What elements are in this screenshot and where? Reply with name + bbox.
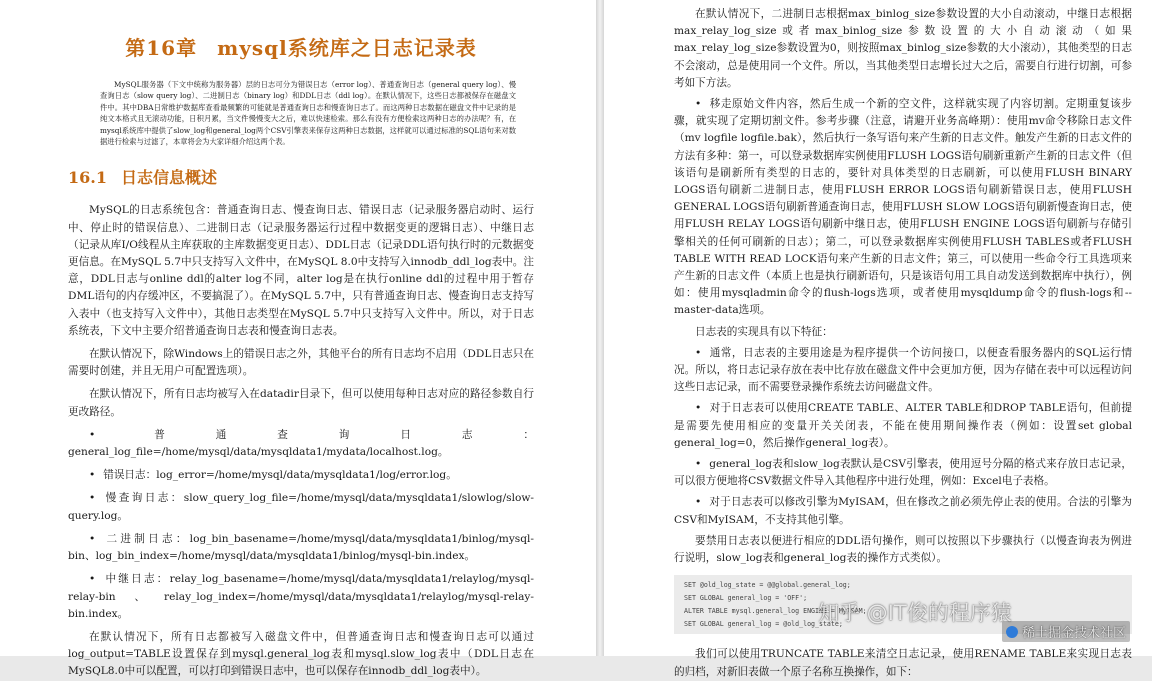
- bullet-text: 通常，日志表的主要用途是为程序提供一个访问接口，以便查看服务器内的SQL运行情况。所以，将日志记录存放在表中比存放在磁盘文件中会更加方便，因为存储在表中可以远程访问这些日志记录，而不需要登录操作系统去访问磁盘文件。: [674, 346, 1132, 394]
- bullet-item: [674, 456, 1132, 490]
- bullet-dot-icon: •: [89, 573, 96, 586]
- code-line: SET GLOBAL general_log = @old_log_state;: [684, 619, 843, 628]
- chapter-number: 第16章: [125, 36, 198, 60]
- list-heading: 日志表的实现具有以下特征：: [695, 325, 833, 338]
- bullet-dot-icon: •: [695, 402, 702, 415]
- bullet-item: [674, 96, 1132, 320]
- chapter-title: [68, 32, 534, 61]
- juejin-logo-icon: [1006, 626, 1018, 638]
- paragraph: 在默认情况下，所有日志均被写入在datadir目录下，但可以使用每种日志对应的路径参数自行更改路径。: [68, 388, 534, 418]
- paragraph: MySQL的日志系统包含：普通查询日志、慢查询日志、错误日志（记录服务器启动时、运行中、停止时的错误信息）、二进制日志（记录服务器运行过程中数据变更的逻辑日志）、中继日志（记录从库I/O线程从主库获取的主库数据变更日志）、DDL日志（记录DDL语句执行时的元数据变更信息。在MySQL 5.7中只支持写入文件中，在MySQL 8.0中支持写入innodb_ddl_log表中。注意，DDL日志与online ddl的alter log不同，alter log是在执行online ddl的过程中用于暂存DML语句的内存缓冲区，不要搞混了）。在MySQL 5.7中，只有普通查询日志、慢查询日志支持写入表中（也支持写入文件中），其他日志类型在MySQL 5.7中只支持写入文件中。所以，对于日志系统表，下文中主要介绍普通查询日志表和慢查询日志表。: [68, 204, 534, 337]
- bullet-dot-icon: •: [89, 428, 96, 441]
- page-gutter: [596, 0, 604, 656]
- juejin-watermark: [1002, 621, 1130, 642]
- bullet-dot-icon: •: [695, 346, 702, 359]
- bullet-text: 慢查询日志：slow_query_log_file=/home/mysql/data/mysqldata1/slowlog/slow-query.log。: [68, 492, 534, 522]
- bullet-text: 对于日志表可以使用CREATE TABLE、ALTER TABLE和DROP TABLE语句，但前提是需要先使用相应的变量开关关闭表，不能在使用期间操作表（例如：设置set global general_log=0，然后操作general_log表）。: [674, 402, 1132, 449]
- bullet-text: 中继日志：relay_log_basename=/home/mysql/data/mysqldata1/relaylog/mysql-relay-bin、relay_log_index=/home/mysql/data/mysqldata1/relaylog/mysql-relay-bin.index。: [68, 573, 534, 620]
- section-name: 日志信息概述: [120, 168, 217, 188]
- chapter-intro: MySQL服务器（下文中统称为服务器）层的日志可分为错误日志（error log）、普通查询日志（general query log）、慢查询日志（slow query log）、二进制日志（binary log）和DDL日志（ddl log）。在默认情况下，这些日志都被保存在磁盘文件中。其中DBA日常维护数据库查看最频繁的可能就是普通查询日志和慢查询日志了。而这两种日志数据在磁盘文件中记录的是纯文本格式且无滚动功能，日积月累，当文件慢慢变大之后，难以快速检索。那么有没有方便检索这两种日志的办法呢？有，在mysql系统库中提供了slow_log和general_log两个CSV引擎表来保存这两种日志数据，这样就可以通过标准的SQL语句来对数据进行检索与过滤了，本章将会为大家详细介绍这两个表。: [100, 80, 516, 147]
- code-line: SET GLOBAL general_log = 'OFF';: [684, 594, 808, 603]
- bullet-dot-icon: •: [695, 496, 702, 509]
- section-number: 16.1: [68, 168, 107, 188]
- paragraph: 要禁用日志表以便进行相应的DDL语句操作，则可以按照以下步骤执行（以慢查询表为例进行说明，slow_log表和general_log表的操作方式类似）。: [674, 534, 1132, 565]
- paragraph: 我们可以使用TRUNCATE TABLE来清空日志记录，使用RENAME TABLE来实现日志表的归档，对新旧表做一个原子名称互换操作，如下：: [674, 648, 1132, 678]
- paragraph: 在默认情况下，除Windows上的错误日志之外，其他平台的所有日志均不启用（DDL日志只在需要时创建，并且无用户可配置选项）。: [68, 348, 534, 378]
- bullet-item: [68, 531, 534, 565]
- zhihu-watermark: 知乎 @IT俊的程序猿: [818, 601, 1012, 625]
- chapter-name: mysql系统库之日志记录表: [217, 36, 477, 60]
- bullet-dot-icon: •: [89, 532, 96, 545]
- bullet-item: [68, 427, 534, 461]
- bullet-text: 普通查询日志：general_log_file=/home/mysql/data/mysqldata1/mydata/localhost.log。: [68, 428, 534, 459]
- right-page: [604, 0, 1152, 678]
- bullet-dot-icon: •: [695, 98, 702, 111]
- bullet-dot-icon: •: [89, 469, 96, 482]
- bullet-item: [68, 571, 534, 623]
- bullet-text: general_log表和slow_log表默认是CSV引擎表，使用逗号分隔的格式来存放日志记录，可以很方便地将CSV数据文件导入其他程序中进行处理，例如：Excel电子表格。: [674, 458, 1132, 488]
- juejin-watermark-text: 稀土掘金技术社区: [1022, 626, 1127, 641]
- bullet-item: [68, 490, 534, 524]
- bullet-text: 对于日志表可以修改引擎为MyISAM，但在修改之前必须先停止表的使用。合法的引擎为CSV和MyISAM，不支持其他引擎。: [674, 496, 1132, 526]
- section-title: [68, 165, 534, 188]
- code-line: ALTER TABLE mysql.general_log ENGINE = MyISAM;: [684, 606, 867, 615]
- code-line: SET @old_log_state = @@global.general_log;: [684, 581, 851, 590]
- bullet-item: [674, 345, 1132, 397]
- paragraph: 在默认情况下，二进制日志根据max_binlog_size参数设置的大小自动滚动，中继日志根据max_relay_log_size或者max_binlog_size参数设置的大小自动滚动（如果max_relay_log_size参数设置为0，则按照max_binlog_size参数的大小滚动），其他类型的日志不会滚动，总是使用同一个文件。所以，当其他类型日志增长过大之后，需要自行进行切割，可参考如下方法。: [674, 8, 1132, 89]
- paragraph: 在默认情况下，所有日志都被写入磁盘文件中，但普通查询日志和慢查询日志可以通过log_output=TABLE设置保存到mysql.general_log表和mysql.slow_log表中（DDL日志在MySQL8.0中可以配置，可以打印到错误日志中，也可以保存在innodb_ddl_log表中）。: [68, 630, 534, 678]
- bullet-item: [68, 467, 534, 484]
- bullet-item: [674, 494, 1132, 528]
- bullet-dot-icon: •: [89, 492, 96, 505]
- bullet-text: 二进制日志：log_bin_basename=/home/mysql/data/mysqldata1/binlog/mysql-bin、log_bin_index=/home/mysql/data/mysqldata1/binlog/mysql-bin.index。: [68, 532, 534, 563]
- bullet-dot-icon: •: [695, 458, 702, 471]
- bullet-text: 移走原始文件内容，然后生成一个新的空文件，这样就实现了内容切割。定期重复该步骤，就实现了定期切割文件。参考步骤（注意，请避开业务高峰期）：使用mv命令移除日志文件（mv logfile logfile.bak），然后执行一条写语句来产生新的日志文件。触发产生新的日志文件的方法有多种：第一，可以登录数据库实例使用FLUSH LOGS语句刷新重新产生新的日志文件（但该语句是刷新所有类型的日志的，要针对具体类型的日志刷新，可以使用FLUSH BINARY LOGS语句刷新二进制日志，使用FLUSH ERROR LOGS语句刷新错误日志，使用FLUSH GENERAL LOGS语句刷新普通查询日志，使用FLUSH SLOW LOGS语句刷新慢查询日志，使用FLUSH RELAY LOGS语句刷新中继日志，使用FLUSH ENGINE LOGS语句刷新与存储引擎相关的任何可刷新的日志）；第二，可以登录数据库实例使用FLUSH TABLES或者FLUSH TABLE WITH READ LOCK语句来产生新的日志文件；第三，可以使用一些命令行工具选项来产生新的日志文件（本质上也是执行刷新语句，只是该语句用工具自动发送到数据库中执行），例如：使用mysqladmin命令的flush-logs选项，或者使用mysqldump命令的flush-logs和--master-data选项。: [674, 98, 1132, 317]
- bullet-text: 错误日志：log_error=/home/mysql/data/mysqldata1/log/error.log。: [103, 469, 457, 482]
- bullet-item: [674, 400, 1132, 452]
